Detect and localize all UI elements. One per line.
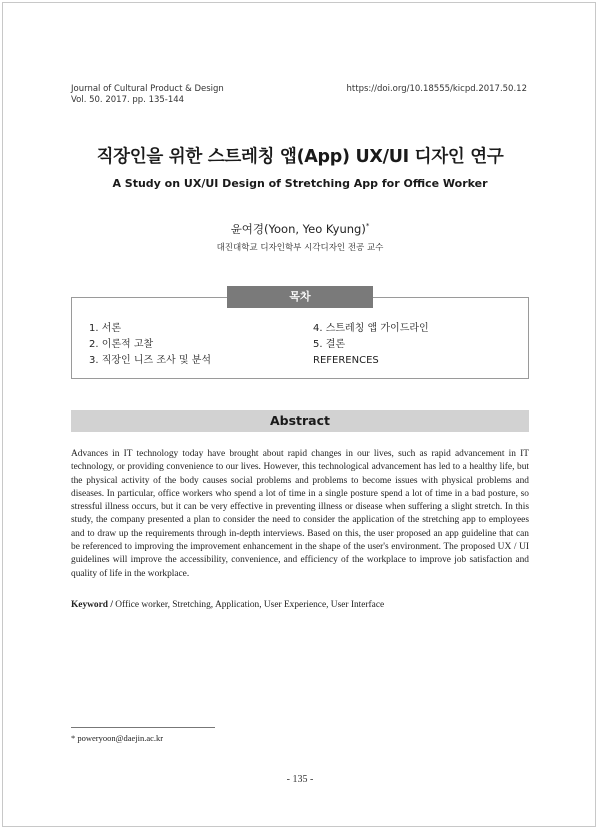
footnote-email: poweryoon@daejin.ac.kr bbox=[77, 733, 164, 743]
author-affiliation: 대진대학교 디자인학부 시각디자인 전공 교수 bbox=[216, 243, 384, 253]
toc-item: 3. 직장인 니즈 조사 및 분석 bbox=[89, 355, 212, 366]
page-number: - 135 - bbox=[286, 774, 314, 785]
footnote-divider bbox=[71, 727, 215, 728]
footnote bbox=[71, 733, 163, 743]
keywords-text: Office worker, Stretching, Application, User Experience, User Interface bbox=[115, 600, 385, 610]
toc-item: 2. 이론적 고찰 bbox=[89, 339, 154, 350]
journal-volume: Vol. 50. 2017. pp. 135-144 bbox=[71, 95, 185, 105]
paper-title-english: A Study on UX/UI Design of Stretching App for Office Worker bbox=[112, 177, 488, 190]
toc-item: REFERENCES bbox=[313, 355, 379, 366]
author-line bbox=[0, 221, 600, 237]
author-footnote-marker: * bbox=[365, 222, 370, 231]
footnote-marker: * bbox=[71, 733, 76, 743]
doi-link[interactable]: https://doi.org/10.18555/kicpd.2017.50.12 bbox=[346, 84, 527, 94]
toc-item: 5. 결론 bbox=[313, 339, 346, 350]
toc-heading: 목차 bbox=[227, 286, 373, 308]
abstract-text: Advances in IT technology today have brought about rapid changes in our lives, such as rapid advancement in IT technology, or providing convenience to our lives. However, this technological advancement has led to a healthy life, but the physical activity of the body causes social problems and problems to become issues with physical problems and diseases. In particular, office workers who spend a lot of time in a single posture spend a lot of time in a bad posture, so stressful illness occurs, but it can be very effective in preventing illness or disease when suffering a slight stretch. In this study, the company presented a plan to consider the need to consider the application of the stretching app to employees and to draw up the requirements through in-depth interviews. Based on this, the user proposed an app guideline that can be referenced to improving the improvement enhancement in the shape of the user's environment. The proposed UX / UI guidelines will improve the accessibility, convenience, and efficiency of the workplace to improve job satisfaction and quality of life in the workplace. bbox=[71, 449, 529, 579]
paper-title-korean: 직장인을 위한 스트레칭 앱(App) UX/UI 디자인 연구 bbox=[96, 147, 504, 167]
abstract-heading: Abstract bbox=[71, 410, 529, 432]
toc-item: 1. 서론 bbox=[89, 323, 122, 334]
keywords-label: Keyword / bbox=[71, 600, 113, 610]
toc-column-right bbox=[313, 321, 429, 369]
author-name: 윤여경(Yoon, Yeo Kyung) bbox=[230, 222, 366, 236]
keywords-line bbox=[71, 600, 529, 610]
toc-item: 4. 스트레칭 앱 가이드라인 bbox=[313, 323, 429, 334]
toc-column-left bbox=[89, 321, 211, 369]
journal-name: Journal of Cultural Product & Design bbox=[71, 84, 224, 94]
journal-header bbox=[71, 84, 224, 106]
